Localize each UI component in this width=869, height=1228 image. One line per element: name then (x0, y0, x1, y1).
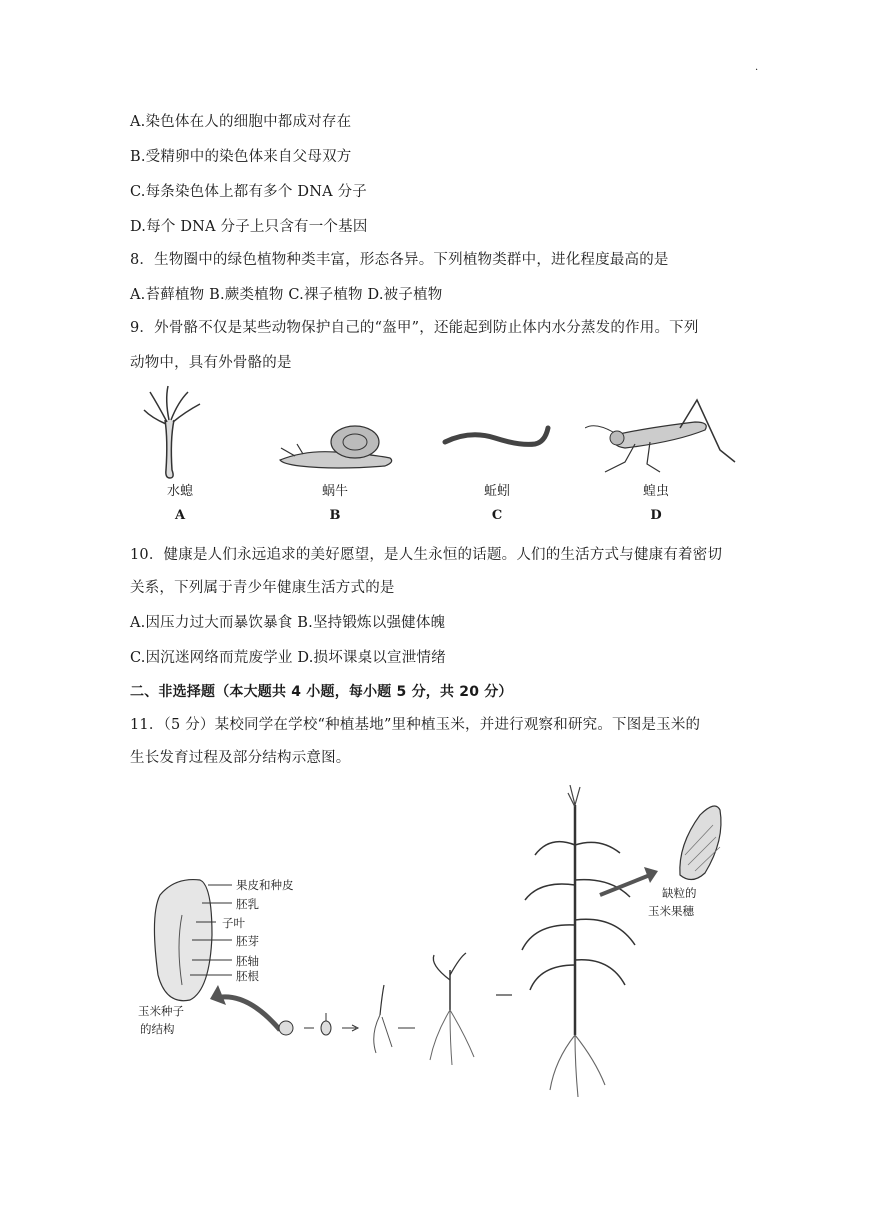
animal-name-d: 蝗虫 (642, 484, 669, 499)
seed-label-pericarp: 果皮和种皮 (236, 878, 294, 892)
corn-growth-figure (130, 785, 750, 1105)
corn-ear-illustration (680, 806, 721, 880)
seed-label-radicle: 胚根 (236, 969, 259, 983)
q7-option-a: A.染色体在人的细胞中都成对存在 (130, 114, 352, 130)
q10-stem-line2: 关系，下列属于青少年健康生活方式的是 (130, 580, 395, 596)
q10-options-ab: A.因压力过大而暴饮暴食 B.坚持锻炼以强健体魄 (130, 615, 446, 631)
q7-option-b: B.受精卵中的染色体来自父母双方 (130, 149, 352, 165)
animal-letter-a: A (174, 508, 186, 523)
q8-stem: 8．生物圈中的绿色植物种类丰富，形态各异。下列植物类群中，进化程度最高的是 (130, 252, 669, 268)
seed-caption-line1: 玉米种子 (138, 1004, 184, 1018)
animals-figure (130, 380, 750, 530)
animal-letter-b: B (329, 508, 341, 523)
q9-stem-line1: 9．外骨骼不仅是某些动物保护自己的“盔甲”，还能起到防止体内水分蒸发的作用。下列 (130, 320, 699, 336)
page-dot: . (755, 62, 759, 73)
animal-name-a: 水螅 (166, 484, 193, 499)
q8-options: A.苔藓植物 B.蕨类植物 C.裸子植物 D.被子植物 (130, 287, 443, 303)
q10-options-cd: C.因沉迷网络而荒废学业 D.损坏课桌以宣泄情绪 (130, 650, 446, 666)
animal-letter-c: C (491, 508, 503, 523)
animal-name-b: 蜗牛 (321, 484, 348, 499)
animal-letter-d: D (650, 508, 662, 523)
seed-caption-line2: 的结构 (140, 1022, 175, 1036)
q11-stem-line1: 11．（5 分）某校同学在学校“种植基地”里种植玉米，并进行观察和研究。下图是玉米的 (130, 717, 701, 733)
q7-option-c: C.每条染色体上都有多个 DNA 分子 (130, 184, 367, 200)
ear-caption-line2: 玉米果穗 (648, 904, 694, 918)
animal-name-c: 蚯蚓 (483, 484, 510, 499)
ear-caption-line1: 缺粒的 (662, 886, 697, 900)
q11-stem-line2: 生长发育过程及部分结构示意图。 (130, 750, 351, 766)
seed-label-hypocotyl: 胚轴 (236, 954, 259, 968)
section-2-heading: 二、非选择题（本大题共 4 小题，每小题 5 分，共 20 分） (130, 684, 513, 700)
seed-label-plumule: 胚芽 (236, 934, 259, 948)
seed-label-cotyledon: 子叶 (222, 916, 245, 930)
q7-option-d: D.每个 DNA 分子上只含有一个基因 (130, 219, 368, 235)
q10-stem-line1: 10．健康是人们永远追求的美好愿望，是人生永恒的话题。人们的生活方式与健康有着密切 (130, 547, 723, 563)
q9-stem-line2: 动物中，具有外骨骼的是 (130, 355, 292, 371)
seed-label-endosperm: 胚乳 (236, 897, 259, 911)
